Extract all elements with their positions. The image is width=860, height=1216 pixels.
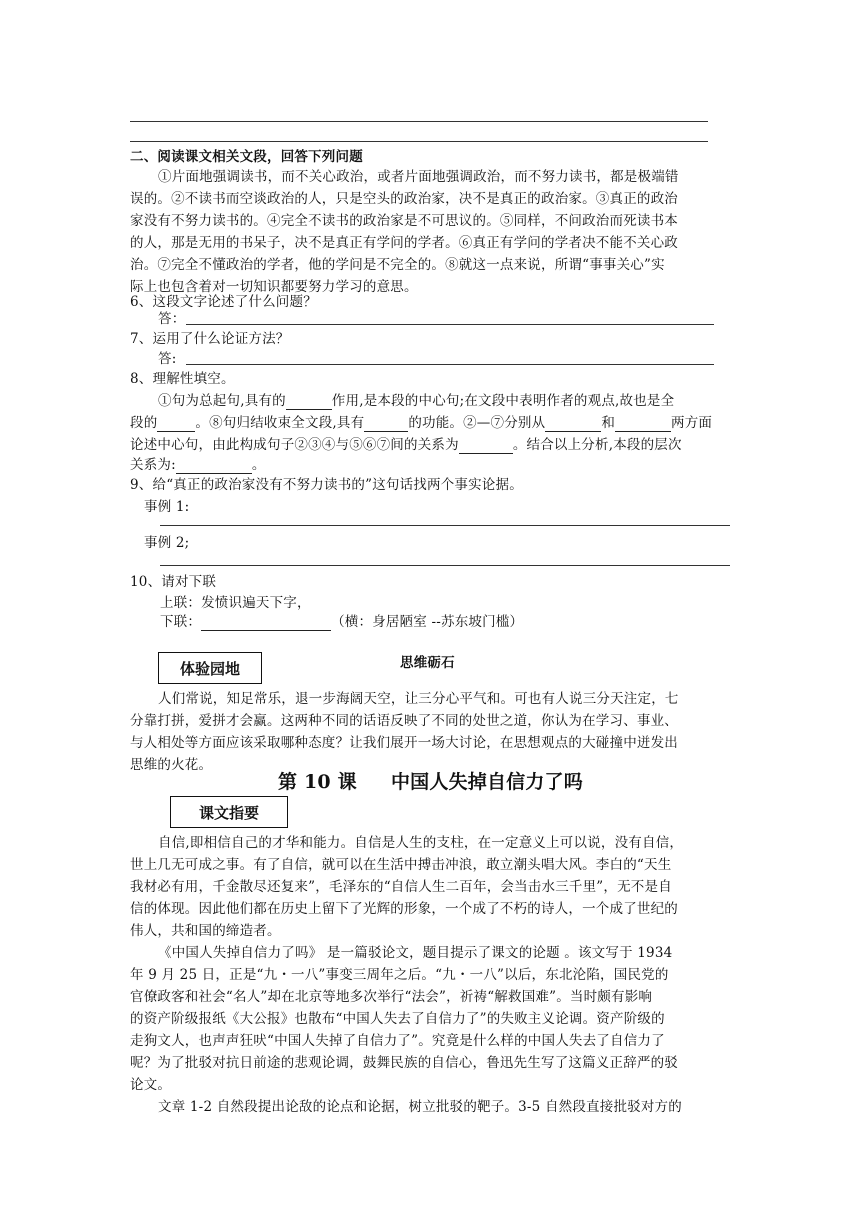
fill-text: 两方面 — [671, 415, 713, 431]
lesson-line: 《中国人失掉自信力了吗》 是一篇驳论文，题目提示了课文的论题 。该文写于 1934 — [158, 945, 673, 961]
passage-line: 误的。②不读书而空谈政治的人，只是空头的政治家，决不是真正的政治家。③真正的政治 — [130, 191, 678, 207]
lesson-title: 第 10 课 中国人失掉自信力了吗 — [278, 771, 583, 793]
experience-line: 分靠打拼，爱拼才会赢。这两种不同的话语反映了不同的处世之道，你认为在学习、事业、 — [130, 713, 678, 729]
answer-label: 答： — [158, 311, 186, 327]
blank-field[interactable] — [545, 417, 601, 432]
couplet-lower — [160, 613, 523, 631]
couplet-note: （横：身居陋室 --苏东坡门槛） — [331, 614, 524, 630]
question-8: 8、理解性填空。 — [130, 371, 235, 387]
blank-field[interactable] — [176, 459, 252, 474]
fill-text: ①句为总起句,具有的 — [158, 393, 286, 409]
experience-box — [158, 652, 262, 684]
fill-text: 。结合以上分析,本段的层次 — [512, 437, 682, 453]
example-2-label: 事例 2; — [144, 535, 190, 551]
lesson-line: 我材必有用，千金散尽还复来”，毛泽东的“自信人生二百年，会当击水三千里”，无不是自 — [130, 879, 672, 895]
fill-line-3 — [130, 436, 682, 454]
blank-field[interactable] — [286, 395, 332, 410]
passage-line: 的人，那是无用的书呆子，决不是真正有学问的学者。⑥真正有学问的学者决不能不关心政 — [130, 235, 678, 251]
experience-line: 人们常说，知足常乐，退一步海阔天空，让三分心平气和。可也有人说三分天注定，七 — [158, 691, 679, 707]
answer-line — [130, 121, 708, 122]
lesson-line: 论文。 — [130, 1077, 172, 1093]
fill-line-1 — [158, 392, 674, 410]
fill-text: 和 — [601, 415, 616, 431]
lesson-line: 信的体现。因此他们都在历史上留下了光辉的形象，一个成了不朽的诗人，一个成了世纪的 — [130, 901, 678, 917]
fill-text: 关系为: — [130, 457, 176, 473]
section-heading: 二、阅读课文相关文段，回答下列问题 — [130, 149, 363, 165]
passage-line: 家没有不努力读书的。④完全不读书的政治家是不可思议的。⑤同样，不问政治而死读书本 — [130, 213, 678, 229]
question-6: 6、这段文字论述了什么问题？ — [130, 294, 317, 310]
lesson-summary-label: 课文指要 — [198, 803, 259, 822]
lesson-line: 世上几无可成之事。有了自信，就可以在生活中搏击冲浪，敢立潮头唱大风。李白的“天生 — [130, 857, 672, 873]
fill-text: 的功能。②—⑦分别从 — [408, 415, 546, 431]
passage-line: 治。⑦完全不懂政治的学者，他的学问是不完全的。⑧就这一点来说，所谓“事事关心”实 — [130, 257, 665, 273]
experience-line: 思维的火花。 — [130, 757, 213, 773]
fill-line-4 — [130, 456, 266, 474]
passage-line: ①片面地强调读书，而不关心政治，或者片面地强调政治，而不努力读书，都是极端错 — [158, 169, 679, 185]
answer-label: 答: — [158, 351, 177, 367]
fill-text: 论述中心句，由此构成句子②③④与⑤⑥⑦间的关系为 — [130, 437, 459, 453]
example-1-label: 事例 1: — [144, 499, 190, 515]
answer-field[interactable] — [186, 324, 714, 325]
couplet-upper: 上联：发愤识遍天下字， — [160, 595, 311, 611]
question-9: 9、给“真正的政治家没有不努力读书的”这句话找两个事实论据。 — [130, 477, 523, 493]
blank-field[interactable] — [459, 439, 513, 454]
lesson-line: 伟人，共和国的缔造者。 — [130, 923, 281, 939]
lesson-line: 自信,即相信自己的才华和能力。自信是人生的支柱，在一定意义上可以说，没有自信， — [158, 835, 684, 851]
blank-field[interactable] — [157, 417, 195, 432]
question-7: 7、运用了什么论证方法？ — [130, 331, 290, 347]
fill-text: 作用,是本段的中心句;在文段中表明作者的观点,故也是全 — [331, 393, 675, 409]
lesson-line: 官僚政客和社会“名人”却在北京等地多次举行“法会”，祈祷“解救国难”。当时颇有影响 — [130, 989, 653, 1005]
fill-text: 段的 — [130, 415, 158, 431]
fill-text: 。⑧句归结收束全文段,具有 — [195, 415, 365, 431]
couplet-lower-field[interactable] — [201, 616, 331, 631]
lesson-line: 走狗文人，也声声狂吠“中国人失掉了自信力了”。究竟是什么样的中国人失去了自信力了 — [130, 1033, 665, 1049]
couplet-lower-label: 下联： — [160, 614, 202, 630]
passage-line: 际上也包含着对一切知识都要努力学习的意思。 — [130, 279, 418, 295]
answer-field[interactable] — [160, 525, 730, 526]
experience-box-label: 体验园地 — [179, 659, 240, 678]
answer-field[interactable] — [160, 565, 730, 566]
blank-field[interactable] — [615, 417, 671, 432]
question-10 — [130, 573, 216, 591]
lesson-line: 年 9 月 25 日，正是“九・一八”事变三周年之后。“九・一八”以后，东北沦陷，国民党的 — [130, 967, 669, 983]
lesson-line: 文章 1-2 自然段提出论敌的论点和论据，树立批驳的靶子。3-5 自然段直接批驳对方的 — [158, 1099, 682, 1115]
answer-line — [130, 141, 708, 142]
fill-text: 。 — [251, 457, 266, 473]
question-10-text: 10、请对下联 — [130, 574, 217, 590]
experience-line: 与人相处等方面应该采取哪种态度？让我们展开一场大讨论，在思想观点的大碰撞中迸发出 — [130, 735, 678, 751]
fill-line-2 — [130, 414, 712, 432]
lesson-summary-box — [170, 796, 288, 828]
blank-field[interactable] — [364, 417, 408, 432]
lesson-line: 呢？为了批驳对抗日前途的悲观论调，鼓舞民族的自信心，鲁迅先生写了这篇义正辞严的驳 — [130, 1055, 678, 1071]
lesson-line: 的资产阶级报纸《大公报》也散布“中国人失去了自信力了”的失败主义论调。资产阶级的 — [130, 1011, 665, 1027]
experience-title: 思维砺石 — [400, 655, 455, 671]
answer-field[interactable] — [186, 364, 714, 365]
